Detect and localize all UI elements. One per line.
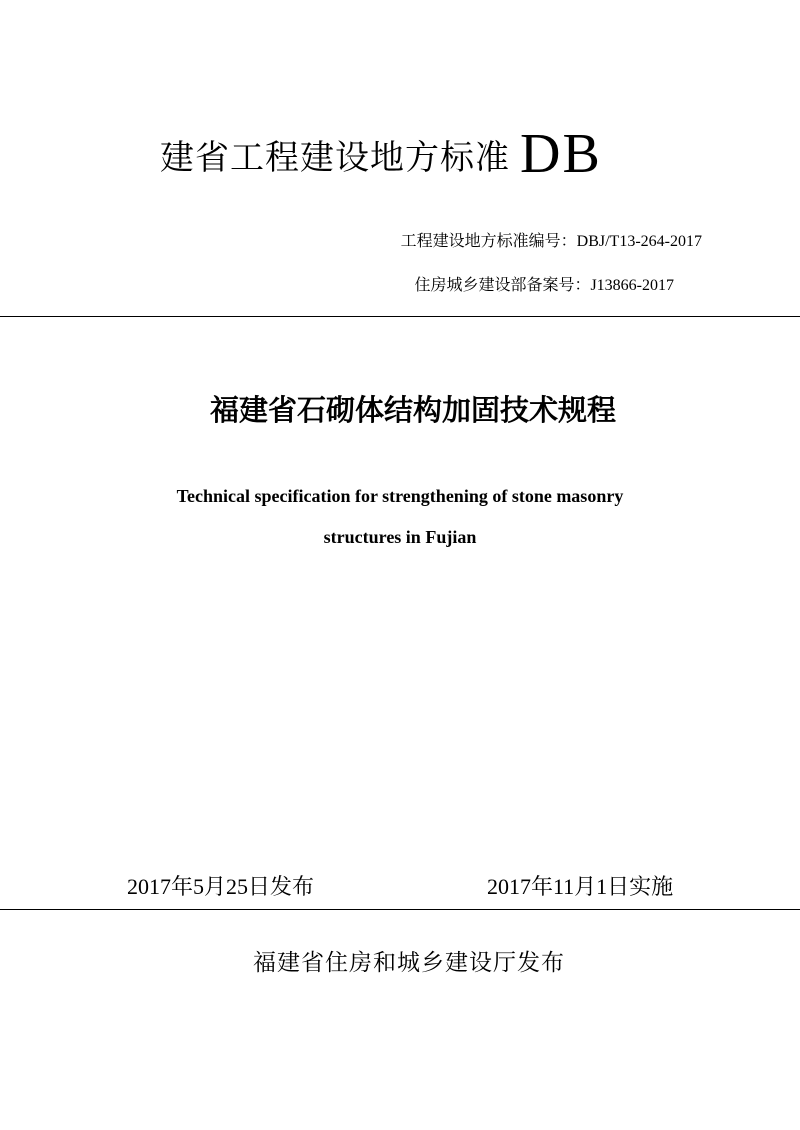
record-number: 住房城乡建设部备案号：J13866-2017 — [414, 277, 674, 294]
document-title-en-line1: Technical specification for strengthening of stone masonry — [176, 486, 624, 506]
publisher: 福建省住房和城乡建设厅发布 — [253, 950, 565, 975]
standard-code-db: DB — [520, 123, 602, 185]
bottom-divider — [0, 909, 800, 910]
issue-date: 2017年5月25日发布 — [127, 874, 315, 899]
implementation-date: 2017年11月1日实施 — [487, 874, 674, 899]
document-header — [160, 112, 602, 185]
standard-number: 工程建设地方标准编号：DBJ/T13-264-2017 — [400, 233, 702, 250]
top-divider — [0, 316, 800, 317]
document-title-en-line2: structures in Fujian — [323, 527, 477, 547]
document-title-cn: 福建省石砌体结构加固技术规程 — [209, 393, 616, 427]
header-title: 建省工程建设地方标准 — [160, 140, 510, 177]
